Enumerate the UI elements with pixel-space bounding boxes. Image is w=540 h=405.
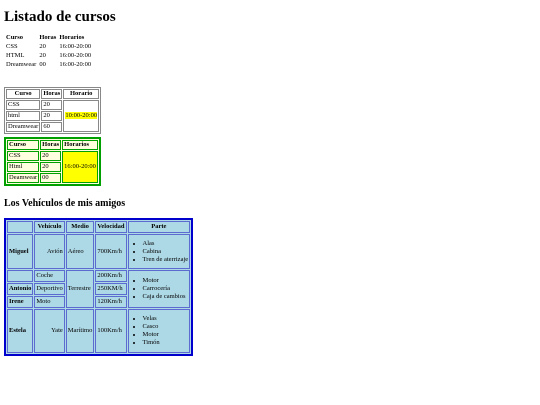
column-header: Curso <box>6 34 23 41</box>
table-cell: Coche <box>34 270 64 282</box>
column-header: Velocidad <box>95 221 126 233</box>
row-header: Miguel <box>7 234 33 269</box>
table-cell: 250KM/h <box>95 283 126 295</box>
table-cell: 16:00-20:00 <box>59 43 92 50</box>
list-item: • Carrocería <box>143 285 189 293</box>
table-row-miguel <box>7 234 190 269</box>
table-cell: Html <box>7 162 39 172</box>
parts-cell <box>128 270 191 308</box>
table-cell: 00 <box>40 173 61 183</box>
table-cell: 200Km/h <box>95 270 126 282</box>
table-row <box>7 151 98 161</box>
table-cell: 100Km/h <box>95 309 126 353</box>
parts-cell <box>128 309 191 353</box>
medium-cell: Terrestre <box>66 270 95 308</box>
table-cell: Deportivo <box>34 283 64 295</box>
parts-list <box>131 240 189 264</box>
table-cell: Dreamwear <box>6 61 37 68</box>
schedule-cell: 16:00-20:00 <box>62 151 98 183</box>
table-cell: 20 <box>41 111 62 121</box>
table-cell: 16:00-20:00 <box>59 61 92 68</box>
list-item: • Motor <box>143 331 189 339</box>
parts-list <box>131 277 189 301</box>
column-header: Horario <box>63 89 99 99</box>
list-item: • Casco <box>143 323 189 331</box>
schedule-cell <box>63 100 99 132</box>
table-cell: Aéreo <box>66 234 95 269</box>
table-cell: CSS <box>7 151 39 161</box>
section-subtitle: Los Vehículos de mis amigos <box>4 198 126 209</box>
row-header: Irene <box>7 296 33 308</box>
vehicles-table <box>4 218 193 356</box>
table-cell: HTML <box>6 52 25 59</box>
column-header: Horarios <box>59 34 85 41</box>
table-cell: 20 <box>41 100 62 110</box>
table-header-row <box>6 34 92 43</box>
table-cell: 60 <box>41 122 62 132</box>
row-header: Antonio <box>7 283 33 295</box>
table-row <box>6 61 92 70</box>
column-header: Parte <box>128 221 191 233</box>
table-cell: html <box>6 111 40 121</box>
table-cell: Marítimo <box>66 309 95 353</box>
table-cell: CSS <box>6 100 40 110</box>
table-cell: 120Km/h <box>95 296 126 308</box>
row-header: Estela <box>7 309 33 353</box>
column-header: Curso <box>7 140 39 150</box>
column-header: Horas <box>39 34 57 41</box>
parts-list <box>131 315 189 347</box>
column-header: Horarios <box>62 140 98 150</box>
column-header: Horas <box>43 90 61 97</box>
table-header-row <box>7 221 190 233</box>
table-cell: 20 <box>39 43 46 50</box>
table-row-estela <box>7 309 190 353</box>
table-cell: Moto <box>34 296 64 308</box>
row-header <box>7 270 33 282</box>
list-item: • Tren de aterrizaje <box>143 256 189 264</box>
courses-table-bordered <box>4 87 101 134</box>
table-row-coche <box>7 270 190 282</box>
column-header <box>7 221 33 233</box>
courses-table-green <box>4 137 101 186</box>
table-row <box>6 43 92 52</box>
table-cell: 700Km/h <box>95 234 126 269</box>
list-item: • Alas <box>143 240 189 248</box>
page-title: Listado de cursos <box>4 9 116 25</box>
courses-table-plain <box>4 34 94 70</box>
table-row <box>6 100 99 110</box>
table-cell: Deamwear <box>9 174 38 181</box>
list-item: • Motor <box>143 277 189 285</box>
table-cell: Yate <box>34 309 64 353</box>
table-cell: Dreamwear <box>8 123 39 130</box>
table-cell: 20 <box>40 151 61 161</box>
table-cell: CSS <box>6 43 18 50</box>
column-header: Medio <box>66 221 95 233</box>
table-cell: 20 <box>40 162 61 172</box>
list-item: • Timón <box>143 339 189 347</box>
column-header: Curso <box>6 89 40 99</box>
table-cell: 00 <box>39 61 46 68</box>
parts-cell <box>128 234 191 269</box>
table-cell: 20 <box>39 52 46 59</box>
list-item: • Velas <box>143 315 189 323</box>
table-cell: 16:00-20:00 <box>59 52 92 59</box>
table-row <box>6 52 92 61</box>
list-item: • Cabina <box>143 248 189 256</box>
schedule-highlight: 10:00-20:00 <box>65 112 98 119</box>
table-header-row <box>6 89 99 99</box>
column-header: Vehículo <box>34 221 64 233</box>
table-header-row <box>7 140 98 150</box>
list-item: • Caja de cambios <box>143 293 189 301</box>
table-cell: Avión <box>34 234 64 269</box>
column-header: Horas <box>42 141 60 148</box>
